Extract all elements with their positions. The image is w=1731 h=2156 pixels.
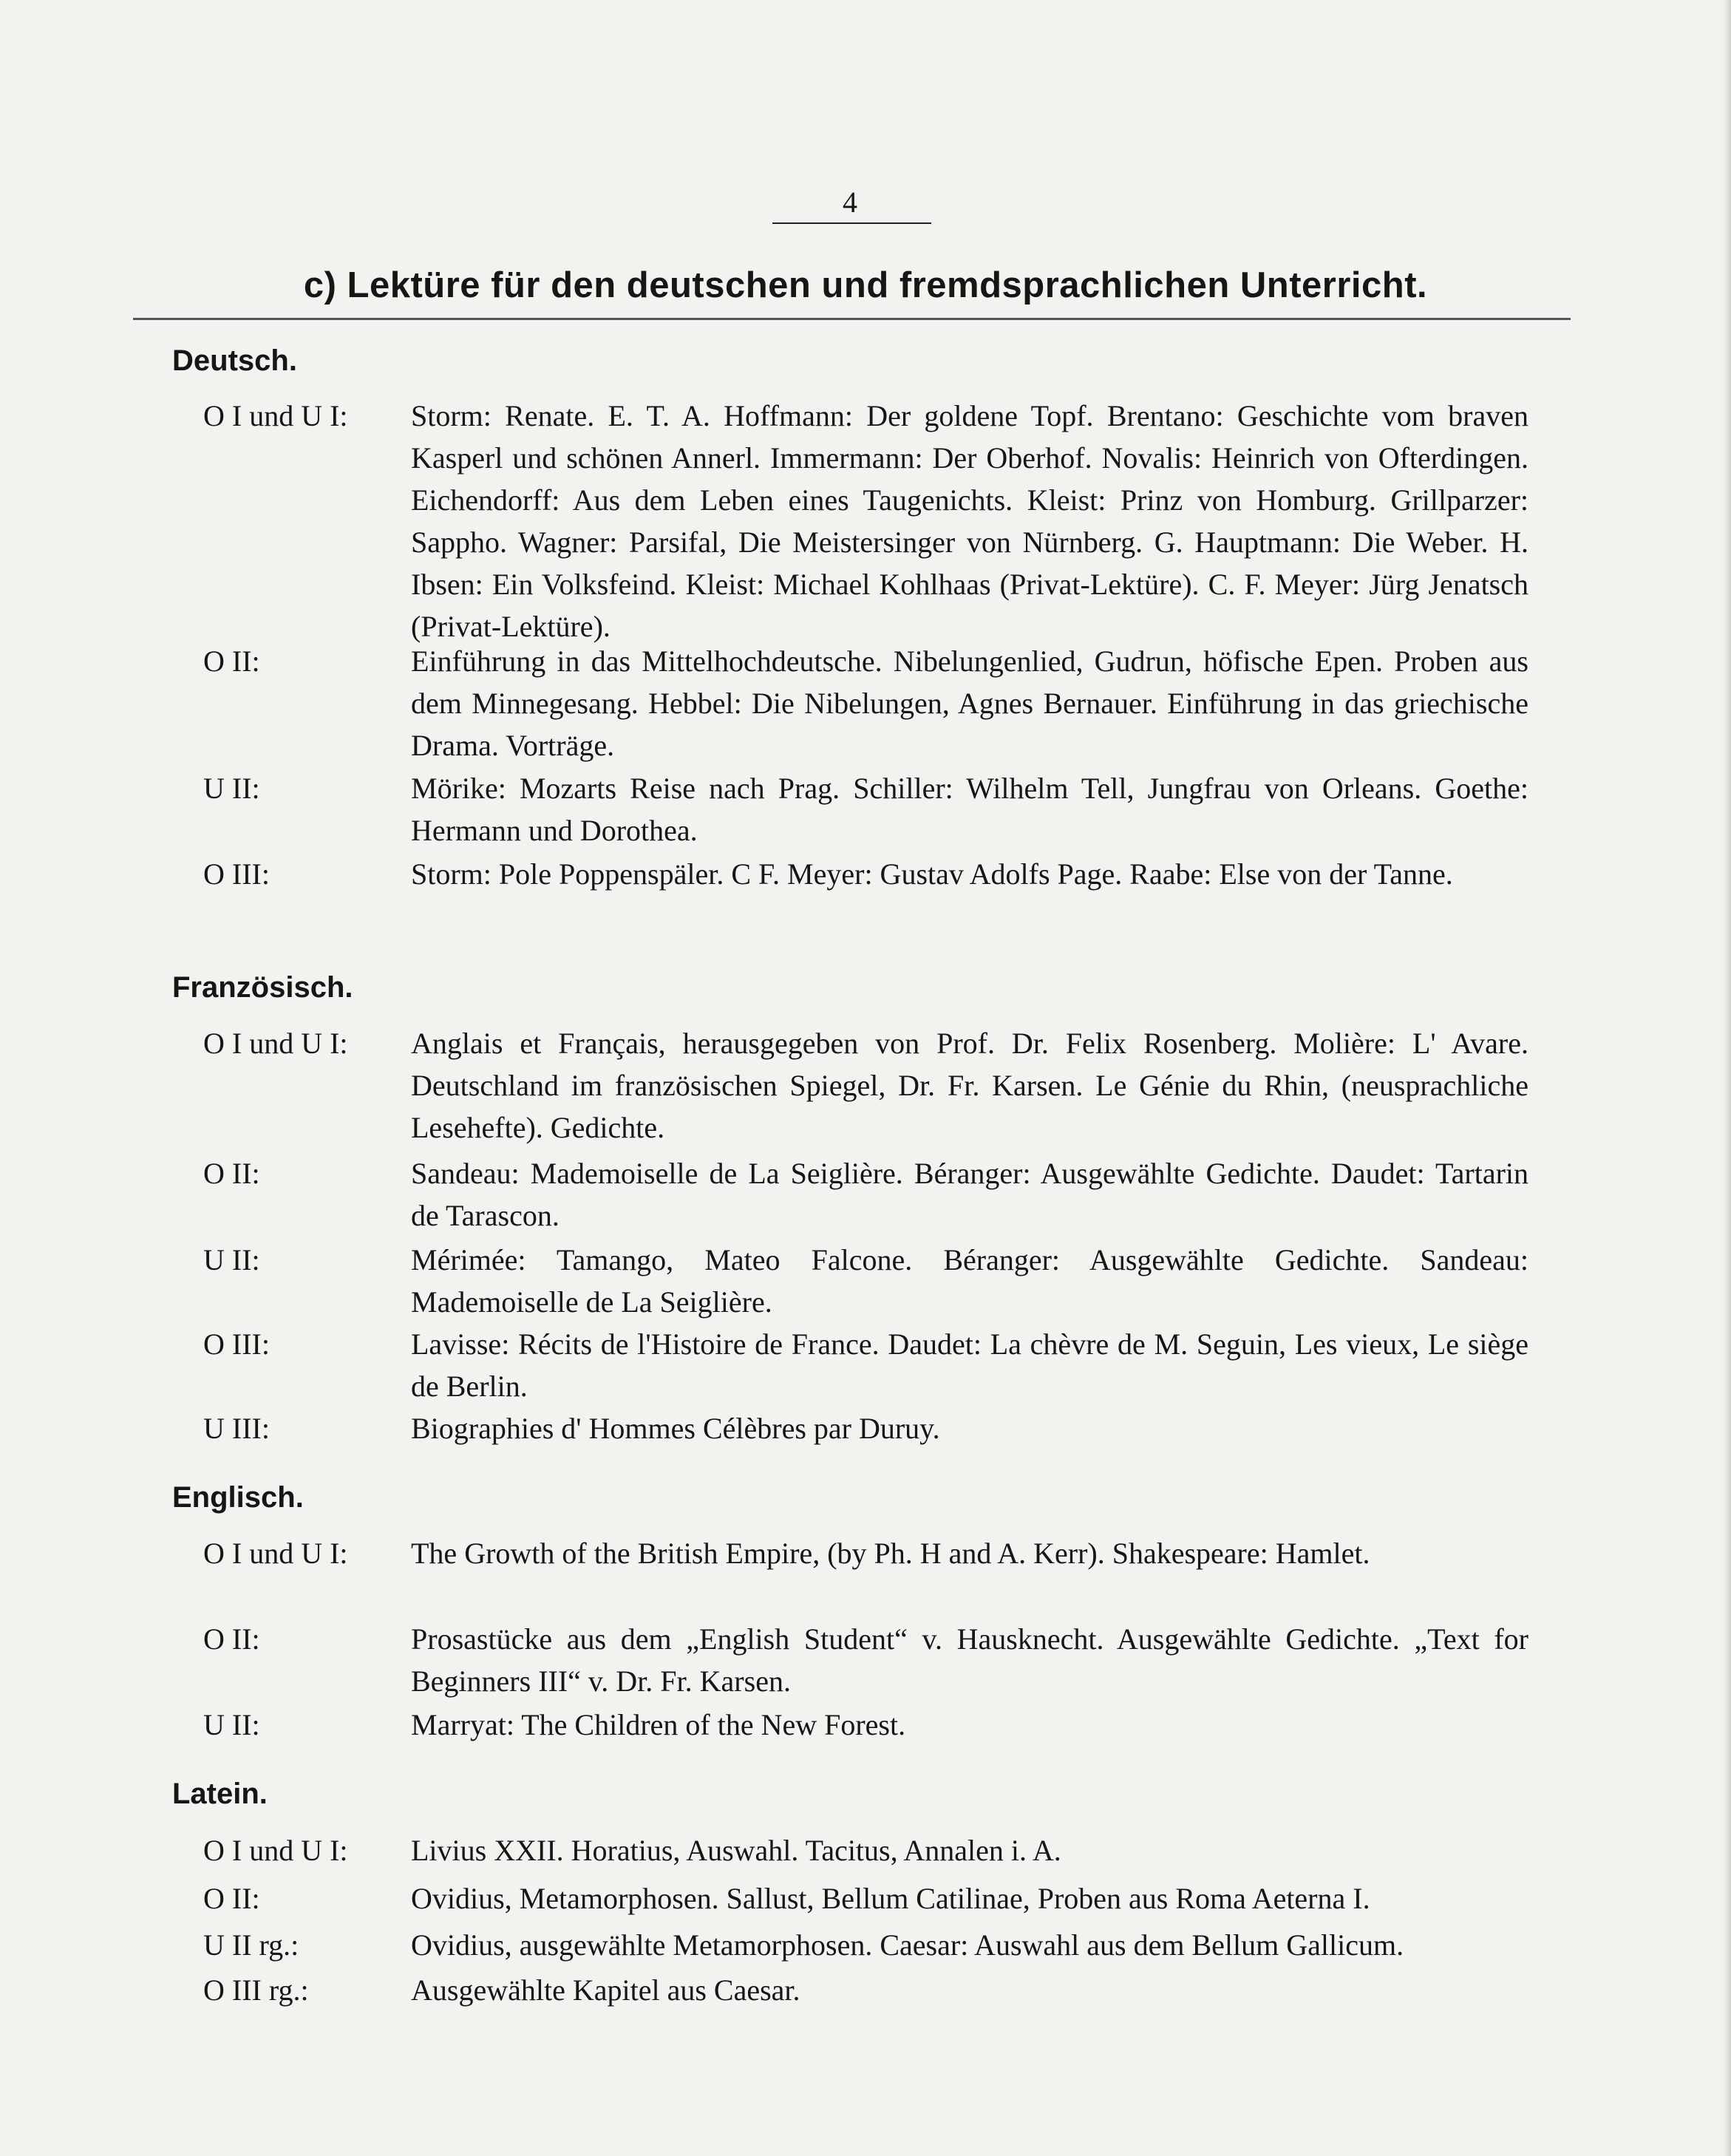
reading-list: Marryat: The Children of the New Forest. <box>411 1708 906 1741</box>
reading-list: Storm: Pole Poppenspäler. C F. Meyer: Gustav Adolfs Page. Raabe: Else von der Tanne. <box>411 857 1453 891</box>
reading-list: Ovidius, Metamorphosen. Sallust, Bellum Catilinae, Proben aus Roma Aeterna I. <box>411 1882 1370 1915</box>
class-label: O I und U I: <box>203 1834 348 1867</box>
class-label: O III rg.: <box>203 1973 309 2007</box>
reading-list: Ausgewählte Kapitel aus Caesar. <box>411 1973 800 2007</box>
reading-list: Storm: Renate. E. T. A. Hoffmann: Der goldene Topf. Brentano: Geschichte vom braven Kasperl und schönen Annerl. Immermann: Der Oberhof. Novalis: Heinrich von Ofterdingen. Eichendorff: Aus dem Leben eines Taugenichts. Kleist: Prinz von Homburg. Grillparzer: Sappho. Wagner: Parsifal, Die Meistersinger von Nürnberg. G. Hauptmann: Die Weber. H. Ibsen: Ein Volksfeind. Kleist: Michael Kohlhaas (Privat-Lektüre). C. F. Meyer: Jürg Jenatsch (Privat-Lektüre). <box>411 399 1528 643</box>
reading-list: Anglais et Français, herausgegeben von Prof. Dr. Felix Rosenberg. Molière: L' Avare. Deutschland im französischen Spiegel, Dr. Fr. Karsen. Le Génie du Rhin, (neusprachliche Lesehefte). Gedichte. <box>411 1027 1528 1144</box>
class-label: O II: <box>203 645 260 678</box>
heading-rule <box>133 318 1571 320</box>
class-label: O I und U I: <box>203 399 348 432</box>
page-heading: c) Lektüre für den deutschen und fremdsprachlichen Unterricht. <box>303 265 1428 305</box>
class-label: O II: <box>203 1157 260 1190</box>
page-edge-shadow <box>1724 0 1731 2156</box>
class-label: O III: <box>203 857 270 891</box>
reading-list: Mörike: Mozarts Reise nach Prag. Schiller: Wilhelm Tell, Jungfrau von Orleans. Goethe: Hermann und Dorothea. <box>411 772 1528 847</box>
reading-list: Ovidius, ausgewählte Metamorphosen. Caesar: Auswahl aus dem Bellum Gallicum. <box>411 1928 1404 1962</box>
reading-list: Sandeau: Mademoiselle de La Seiglière. Béranger: Ausgewählte Gedichte. Daudet: Tartarin de Tarascon. <box>411 1157 1528 1232</box>
reading-list: Livius XXII. Horatius, Auswahl. Tacitus, Annalen i. A. <box>411 1834 1061 1867</box>
class-label: O III: <box>203 1327 270 1361</box>
class-label: O I und U I: <box>203 1537 348 1570</box>
reading-list: Lavisse: Récits de l'Histoire de France. Daudet: La chèvre de M. Seguin, Les vieux, Le siège de Berlin. <box>411 1327 1528 1403</box>
class-label: U II rg.: <box>203 1928 299 1962</box>
reading-list: Biographies d' Hommes Célèbres par Duruy. <box>411 1412 940 1445</box>
reading-list: Mérimée: Tamango, Mateo Falcone. Béranger: Ausgewählte Gedichte. Sandeau: Mademoiselle de La Seiglière. <box>411 1243 1528 1319</box>
reading-list: Prosastücke aus dem „English Student“ v. Hausknecht. Ausgewählte Gedichte. „Text for Beginners III“ v. Dr. Fr. Karsen. <box>411 1622 1528 1698</box>
class-label: U II: <box>203 772 260 805</box>
class-label: O II: <box>203 1622 260 1656</box>
section-title-latein: Latein. <box>172 1778 268 1810</box>
class-label: U II: <box>203 1243 260 1276</box>
class-label: U II: <box>203 1708 260 1741</box>
section-title-franzoesisch: Französisch. <box>172 971 353 1004</box>
page-number: 4 <box>843 186 857 219</box>
section-title-englisch: Englisch. <box>172 1481 304 1514</box>
class-label: O I und U I: <box>203 1027 348 1060</box>
page-number-rule <box>772 222 931 224</box>
class-label: U III: <box>203 1412 270 1445</box>
section-title-deutsch: Deutsch. <box>172 344 297 377</box>
class-label: O II: <box>203 1882 260 1915</box>
reading-list: The Growth of the British Empire, (by Ph. H and A. Kerr). Shakespeare: Hamlet. <box>411 1537 1370 1570</box>
reading-list: Einführung in das Mittelhochdeutsche. Nibelungenlied, Gudrun, höfische Epen. Proben aus dem Minnegesang. Hebbel: Die Nibelungen, Agnes Bernauer. Einführung in das griechische Drama. Vorträge. <box>411 645 1528 762</box>
